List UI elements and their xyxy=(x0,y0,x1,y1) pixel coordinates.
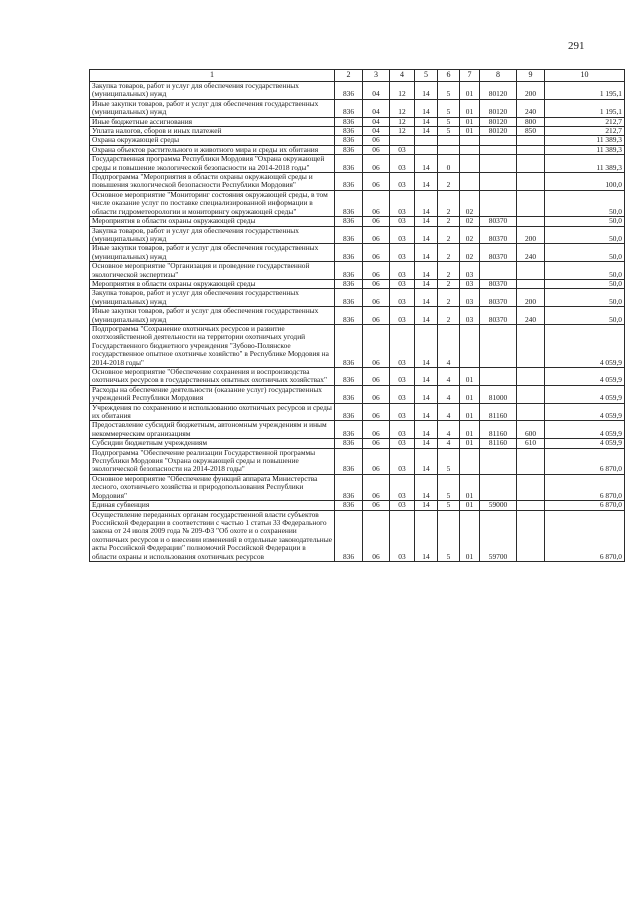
subsection-code: 03 xyxy=(390,368,415,386)
direction-code: 81160 xyxy=(480,439,517,448)
table-row xyxy=(90,82,625,100)
chapter-code: 836 xyxy=(335,439,363,448)
activity-code xyxy=(460,324,480,367)
activity-code: 01 xyxy=(460,501,480,510)
expense-type-code: 600 xyxy=(517,421,545,439)
subsection-code: 03 xyxy=(390,145,415,154)
subsection-code: 03 xyxy=(390,439,415,448)
section-code: 04 xyxy=(363,82,390,100)
header-cell: 8 xyxy=(480,70,517,82)
table-row xyxy=(90,127,625,136)
table-row xyxy=(90,190,625,216)
expense-type-code: 800 xyxy=(517,117,545,126)
table-row xyxy=(90,289,625,307)
subsection-code: 03 xyxy=(390,448,415,474)
expense-type-code xyxy=(517,385,545,403)
table-row xyxy=(90,510,625,561)
subprogram-code xyxy=(438,145,460,154)
subsection-code: 03 xyxy=(390,510,415,561)
program-code: 14 xyxy=(415,474,438,500)
subprogram-code: 5 xyxy=(438,82,460,100)
section-code: 06 xyxy=(363,510,390,561)
row-name: Иные закупки товаров, работ и услуг для обеспечения государственных (муниципальных) нужд xyxy=(90,307,335,325)
table-row xyxy=(90,501,625,510)
subprogram-code: 4 xyxy=(438,385,460,403)
row-name: Единая субвенция xyxy=(90,501,335,510)
table-row xyxy=(90,403,625,421)
activity-code: 01 xyxy=(460,421,480,439)
row-name: Государственная программа Республики Мордовия "Охрана окружающей среды и повышение экологической безопасности на 2014-2018 годы" xyxy=(90,155,335,173)
row-name: Основное мероприятие "Организация и проведение государственной экологической экспертизы" xyxy=(90,262,335,280)
section-code: 06 xyxy=(363,217,390,226)
row-name: Охрана объектов растительного и животного мира и среды их обитания xyxy=(90,145,335,154)
chapter-code: 836 xyxy=(335,173,363,191)
activity-code xyxy=(460,145,480,154)
subsection-code: 03 xyxy=(390,190,415,216)
subsection-code: 03 xyxy=(390,421,415,439)
subprogram-code: 5 xyxy=(438,474,460,500)
chapter-code: 836 xyxy=(335,501,363,510)
direction-code xyxy=(480,262,517,280)
subprogram-code: 4 xyxy=(438,368,460,386)
section-code: 06 xyxy=(363,244,390,262)
table-row xyxy=(90,173,625,191)
amount: 50,0 xyxy=(545,262,625,280)
subprogram-code: 5 xyxy=(438,501,460,510)
activity-code: 02 xyxy=(460,217,480,226)
expense-type-code xyxy=(517,136,545,145)
expense-type-code xyxy=(517,324,545,367)
table-row xyxy=(90,421,625,439)
subprogram-code: 5 xyxy=(438,510,460,561)
program-code: 14 xyxy=(415,439,438,448)
expense-type-code: 610 xyxy=(517,439,545,448)
table-row xyxy=(90,307,625,325)
chapter-code: 836 xyxy=(335,190,363,216)
section-code: 06 xyxy=(363,226,390,244)
expense-type-code: 240 xyxy=(517,99,545,117)
activity-code: 03 xyxy=(460,307,480,325)
activity-code: 03 xyxy=(460,289,480,307)
subprogram-code: 4 xyxy=(438,439,460,448)
table-row xyxy=(90,244,625,262)
activity-code: 01 xyxy=(460,510,480,561)
activity-code: 01 xyxy=(460,368,480,386)
subprogram-code: 2 xyxy=(438,289,460,307)
amount: 4 059,9 xyxy=(545,439,625,448)
direction-code xyxy=(480,173,517,191)
table-row xyxy=(90,155,625,173)
subsection-code: 12 xyxy=(390,117,415,126)
amount: 50,0 xyxy=(545,226,625,244)
expense-type-code xyxy=(517,145,545,154)
row-name: Основное мероприятие "Обеспечение сохранения и воспроизводства охотничьих ресурсов в государственных опытных охотничьих хозяйствах" xyxy=(90,368,335,386)
chapter-code: 836 xyxy=(335,226,363,244)
expense-type-code xyxy=(517,217,545,226)
direction-code xyxy=(480,136,517,145)
table-row xyxy=(90,279,625,288)
chapter-code: 836 xyxy=(335,403,363,421)
amount: 50,0 xyxy=(545,307,625,325)
section-code: 06 xyxy=(363,474,390,500)
direction-code: 81160 xyxy=(480,421,517,439)
chapter-code: 836 xyxy=(335,307,363,325)
amount: 11 389,3 xyxy=(545,155,625,173)
subsection-code: 03 xyxy=(390,279,415,288)
header-cell: 6 xyxy=(438,70,460,82)
row-name: Предоставление субсидий бюджетным, автономным учреждениям и иным некоммерческим организациям xyxy=(90,421,335,439)
amount: 6 870,0 xyxy=(545,501,625,510)
direction-code xyxy=(480,324,517,367)
activity-code xyxy=(460,173,480,191)
activity-code: 01 xyxy=(460,474,480,500)
section-code: 06 xyxy=(363,173,390,191)
program-code: 14 xyxy=(415,324,438,367)
direction-code: 80120 xyxy=(480,127,517,136)
amount: 50,0 xyxy=(545,289,625,307)
expense-type-code xyxy=(517,173,545,191)
subsection-code xyxy=(390,136,415,145)
program-code: 14 xyxy=(415,173,438,191)
chapter-code: 836 xyxy=(335,368,363,386)
amount: 50,0 xyxy=(545,244,625,262)
page-number: 291 xyxy=(568,40,585,52)
direction-code: 80370 xyxy=(480,217,517,226)
amount: 50,0 xyxy=(545,217,625,226)
table-row xyxy=(90,145,625,154)
activity-code: 02 xyxy=(460,226,480,244)
chapter-code: 836 xyxy=(335,136,363,145)
table-row xyxy=(90,324,625,367)
amount: 11 389,3 xyxy=(545,136,625,145)
row-name: Уплата налогов, сборов и иных платежей xyxy=(90,127,335,136)
subprogram-code: 4 xyxy=(438,403,460,421)
section-code: 06 xyxy=(363,145,390,154)
direction-code: 80120 xyxy=(480,117,517,126)
subprogram-code: 5 xyxy=(438,99,460,117)
amount: 4 059,9 xyxy=(545,403,625,421)
section-code: 06 xyxy=(363,501,390,510)
amount: 4 059,9 xyxy=(545,368,625,386)
subprogram-code: 5 xyxy=(438,117,460,126)
direction-code: 80370 xyxy=(480,307,517,325)
direction-code xyxy=(480,368,517,386)
activity-code: 01 xyxy=(460,117,480,126)
expense-type-code xyxy=(517,190,545,216)
program-code: 14 xyxy=(415,510,438,561)
subsection-code: 03 xyxy=(390,226,415,244)
header-cell: 5 xyxy=(415,70,438,82)
chapter-code: 836 xyxy=(335,385,363,403)
row-name: Основное мероприятие "Обеспечение функций аппарата Министерства лесного, охотничьего хозяйства и природопользования Республики Мордовия" xyxy=(90,474,335,500)
row-name: Осуществление переданных органам государственной власти субъектов Российской Федерации в соответствии с частью 1 статьи 33 Федерального закона от 24 июля 2009 года № 209-ФЗ "Об охоте и о сохранении охотничьих ресурсов и о внесении изменений в отдельные законодательные акты Российской Федерации" полномочий Российской Федерации в области охраны и использования охотничьих ресурсов xyxy=(90,510,335,561)
row-name: Закупка товаров, работ и услуг для обеспечения государственных (муниципальных) нужд xyxy=(90,226,335,244)
chapter-code: 836 xyxy=(335,99,363,117)
amount: 50,0 xyxy=(545,279,625,288)
section-code: 06 xyxy=(363,324,390,367)
row-name: Иные закупки товаров, работ и услуг для обеспечения государственных (муниципальных) нужд xyxy=(90,244,335,262)
section-code: 06 xyxy=(363,368,390,386)
program-code: 14 xyxy=(415,403,438,421)
subsection-code: 03 xyxy=(390,403,415,421)
header-row xyxy=(90,70,625,82)
activity-code: 01 xyxy=(460,385,480,403)
activity-code: 02 xyxy=(460,244,480,262)
subprogram-code: 2 xyxy=(438,226,460,244)
chapter-code: 836 xyxy=(335,289,363,307)
table-row xyxy=(90,439,625,448)
amount: 212,7 xyxy=(545,117,625,126)
direction-code: 81000 xyxy=(480,385,517,403)
row-name: Расходы на обеспечение деятельности (оказание услуг) государственных учреждений Республики Мордовия xyxy=(90,385,335,403)
direction-code: 80120 xyxy=(480,82,517,100)
chapter-code: 836 xyxy=(335,324,363,367)
table-row xyxy=(90,136,625,145)
table-row xyxy=(90,117,625,126)
row-name: Закупка товаров, работ и услуг для обеспечения государственных (муниципальных) нужд xyxy=(90,289,335,307)
table-row xyxy=(90,262,625,280)
amount: 11 389,3 xyxy=(545,145,625,154)
section-code: 06 xyxy=(363,385,390,403)
amount: 50,0 xyxy=(545,190,625,216)
amount: 1 195,1 xyxy=(545,82,625,100)
expense-type-code xyxy=(517,474,545,500)
subprogram-code xyxy=(438,136,460,145)
program-code: 14 xyxy=(415,244,438,262)
subprogram-code: 5 xyxy=(438,127,460,136)
row-name: Иные закупки товаров, работ и услуг для обеспечения государственных (муниципальных) нужд xyxy=(90,99,335,117)
expense-type-code: 240 xyxy=(517,307,545,325)
subprogram-code: 2 xyxy=(438,279,460,288)
chapter-code: 836 xyxy=(335,279,363,288)
direction-code: 80120 xyxy=(480,99,517,117)
row-name: Иные бюджетные ассигнования xyxy=(90,117,335,126)
activity-code xyxy=(460,136,480,145)
subprogram-code: 0 xyxy=(438,155,460,173)
activity-code xyxy=(460,155,480,173)
header-cell: 10 xyxy=(545,70,625,82)
expense-type-code: 850 xyxy=(517,127,545,136)
expense-type-code: 200 xyxy=(517,226,545,244)
table-row xyxy=(90,99,625,117)
program-code: 14 xyxy=(415,155,438,173)
row-name: Учреждения по сохранению и использованию охотничьих ресурсов и среды их обитания xyxy=(90,403,335,421)
subprogram-code: 5 xyxy=(438,448,460,474)
chapter-code: 836 xyxy=(335,155,363,173)
section-code: 06 xyxy=(363,439,390,448)
subsection-code: 03 xyxy=(390,262,415,280)
expense-type-code: 200 xyxy=(517,289,545,307)
section-code: 06 xyxy=(363,421,390,439)
section-code: 06 xyxy=(363,403,390,421)
chapter-code: 836 xyxy=(335,474,363,500)
header-cell: 3 xyxy=(363,70,390,82)
subsection-code: 03 xyxy=(390,501,415,510)
row-name: Основное мероприятие "Мониторинг состояния окружающей среды, в том числе оказание услуг по поставке специализированной информации в области гидрометеорологии и мониторингу окружающей среды" xyxy=(90,190,335,216)
program-code: 14 xyxy=(415,82,438,100)
row-name: Подпрограмма "Обеспечение реализации Государственной программы Республики Мордовия "Охрана окружающей среды и повышение экологической безопасности на 2014-2018 годы" xyxy=(90,448,335,474)
amount: 4 059,9 xyxy=(545,324,625,367)
subsection-code: 03 xyxy=(390,244,415,262)
subprogram-code: 2 xyxy=(438,307,460,325)
chapter-code: 836 xyxy=(335,421,363,439)
expense-type-code xyxy=(517,448,545,474)
chapter-code: 836 xyxy=(335,244,363,262)
chapter-code: 836 xyxy=(335,448,363,474)
table-row xyxy=(90,385,625,403)
amount: 1 195,1 xyxy=(545,99,625,117)
activity-code: 01 xyxy=(460,403,480,421)
section-code: 04 xyxy=(363,127,390,136)
direction-code: 81160 xyxy=(480,403,517,421)
section-code: 06 xyxy=(363,279,390,288)
subsection-code: 03 xyxy=(390,155,415,173)
section-code: 06 xyxy=(363,155,390,173)
subprogram-code: 2 xyxy=(438,244,460,262)
section-code: 06 xyxy=(363,289,390,307)
subsection-code: 03 xyxy=(390,474,415,500)
amount: 4 059,9 xyxy=(545,385,625,403)
section-code: 06 xyxy=(363,448,390,474)
program-code: 14 xyxy=(415,217,438,226)
activity-code xyxy=(460,448,480,474)
row-name: Мероприятия в области охраны окружающей среды xyxy=(90,217,335,226)
expense-type-code xyxy=(517,403,545,421)
subsection-code: 03 xyxy=(390,324,415,367)
chapter-code: 836 xyxy=(335,117,363,126)
expense-type-code xyxy=(517,510,545,561)
subprogram-code: 2 xyxy=(438,262,460,280)
direction-code xyxy=(480,448,517,474)
program-code: 14 xyxy=(415,385,438,403)
direction-code: 80370 xyxy=(480,279,517,288)
direction-code xyxy=(480,474,517,500)
expense-type-code: 200 xyxy=(517,82,545,100)
activity-code: 01 xyxy=(460,127,480,136)
header-cell: 7 xyxy=(460,70,480,82)
program-code: 14 xyxy=(415,279,438,288)
direction-code xyxy=(480,145,517,154)
chapter-code: 836 xyxy=(335,217,363,226)
expense-type-code xyxy=(517,155,545,173)
direction-code xyxy=(480,155,517,173)
amount: 100,0 xyxy=(545,173,625,191)
subprogram-code: 2 xyxy=(438,173,460,191)
activity-code: 03 xyxy=(460,262,480,280)
program-code xyxy=(415,136,438,145)
direction-code xyxy=(480,190,517,216)
subsection-code: 12 xyxy=(390,99,415,117)
activity-code: 01 xyxy=(460,439,480,448)
amount: 6 870,0 xyxy=(545,474,625,500)
section-code: 06 xyxy=(363,262,390,280)
program-code: 14 xyxy=(415,501,438,510)
program-code: 14 xyxy=(415,262,438,280)
chapter-code: 836 xyxy=(335,510,363,561)
program-code: 14 xyxy=(415,117,438,126)
program-code: 14 xyxy=(415,226,438,244)
subprogram-code: 2 xyxy=(438,190,460,216)
program-code xyxy=(415,145,438,154)
table-row xyxy=(90,368,625,386)
program-code: 14 xyxy=(415,289,438,307)
subsection-code: 12 xyxy=(390,127,415,136)
expense-type-code xyxy=(517,279,545,288)
header-cell: 1 xyxy=(90,70,335,82)
expense-type-code: 240 xyxy=(517,244,545,262)
table-row xyxy=(90,448,625,474)
amount: 212,7 xyxy=(545,127,625,136)
direction-code: 80370 xyxy=(480,244,517,262)
section-code: 04 xyxy=(363,117,390,126)
direction-code: 80370 xyxy=(480,226,517,244)
chapter-code: 836 xyxy=(335,82,363,100)
table-row xyxy=(90,226,625,244)
activity-code: 01 xyxy=(460,99,480,117)
program-code: 14 xyxy=(415,368,438,386)
expense-type-code xyxy=(517,368,545,386)
section-code: 04 xyxy=(363,99,390,117)
header-cell: 4 xyxy=(390,70,415,82)
program-code: 14 xyxy=(415,127,438,136)
subprogram-code: 4 xyxy=(438,421,460,439)
subsection-code: 03 xyxy=(390,307,415,325)
subsection-code: 03 xyxy=(390,289,415,307)
subsection-code: 03 xyxy=(390,385,415,403)
subsection-code: 12 xyxy=(390,82,415,100)
subprogram-code: 4 xyxy=(438,324,460,367)
header-cell: 9 xyxy=(517,70,545,82)
chapter-code: 836 xyxy=(335,127,363,136)
amount: 6 870,0 xyxy=(545,448,625,474)
program-code: 14 xyxy=(415,190,438,216)
chapter-code: 836 xyxy=(335,145,363,154)
subsection-code: 03 xyxy=(390,173,415,191)
row-name: Субсидии бюджетным учреждениям xyxy=(90,439,335,448)
budget-table xyxy=(89,69,625,562)
section-code: 06 xyxy=(363,190,390,216)
program-code: 14 xyxy=(415,99,438,117)
amount: 6 870,0 xyxy=(545,510,625,561)
program-code: 14 xyxy=(415,448,438,474)
header-cell: 2 xyxy=(335,70,363,82)
direction-code: 59000 xyxy=(480,501,517,510)
expense-type-code xyxy=(517,262,545,280)
subprogram-code: 2 xyxy=(438,217,460,226)
section-code: 06 xyxy=(363,307,390,325)
program-code: 14 xyxy=(415,421,438,439)
amount: 4 059,9 xyxy=(545,421,625,439)
activity-code: 03 xyxy=(460,279,480,288)
subsection-code: 03 xyxy=(390,217,415,226)
direction-code: 59700 xyxy=(480,510,517,561)
row-name: Охрана окружающей среды xyxy=(90,136,335,145)
activity-code: 01 xyxy=(460,82,480,100)
expense-type-code xyxy=(517,501,545,510)
section-code: 06 xyxy=(363,136,390,145)
direction-code: 80370 xyxy=(480,289,517,307)
chapter-code: 836 xyxy=(335,262,363,280)
row-name: Мероприятия в области охраны окружающей среды xyxy=(90,279,335,288)
row-name: Подпрограмма "Мероприятия в области охраны окружающей среды и повышения экологической безопасности Республики Мордовия" xyxy=(90,173,335,191)
activity-code: 02 xyxy=(460,190,480,216)
table-row xyxy=(90,217,625,226)
program-code: 14 xyxy=(415,307,438,325)
row-name: Закупка товаров, работ и услуг для обеспечения государственных (муниципальных) нужд xyxy=(90,82,335,100)
table-row xyxy=(90,474,625,500)
row-name: Подпрограмма "Сохранение охотничьих ресурсов и развитие охотхозяйственной деятельности на территории охотничьих угодий Государственного бюджетного учреждения "Зубово-Полянское государственное опытное охотничье хозяйство" в Республике Мордовия на 2014-2018 годы" xyxy=(90,324,335,367)
